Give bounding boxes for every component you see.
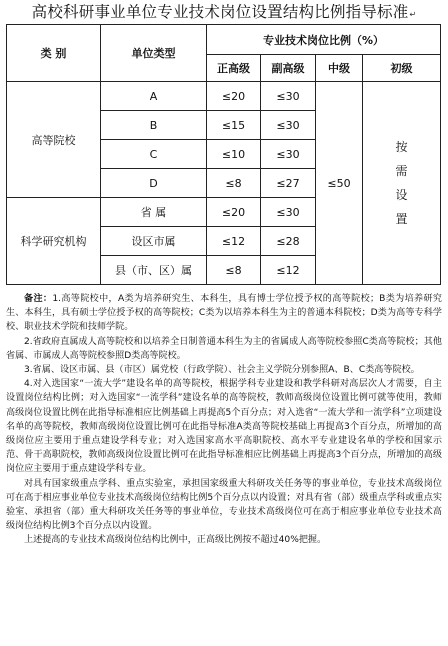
senior-ratio-cell: ≤20 <box>207 82 261 111</box>
header-col-vice-senior: 副高级 <box>261 55 316 82</box>
vice-senior-ratio-cell: ≤30 <box>261 140 316 169</box>
note-text: 2.省政府直属成人高等院校和以培养全日制普通本科生为主的省属成人高等院校参照C类高等院校；其他省属、市属成人高等院校参照D类高等院校。 <box>6 336 442 361</box>
header-ratio-group: 专业技术岗位比例（%） <box>207 25 441 55</box>
title-text: 高校科研事业单位专业技术岗位设置结构比例指导标准 <box>31 3 409 21</box>
unit-type-cell: C <box>101 140 207 169</box>
junior-char: 设 <box>395 188 408 202</box>
unit-type-cell: A <box>101 82 207 111</box>
junior-char: 需 <box>395 164 408 178</box>
vice-senior-ratio-cell: ≤30 <box>261 82 316 111</box>
note-paragraph <box>6 477 442 534</box>
return-mark: ↵ <box>409 10 417 19</box>
note-paragraph <box>6 335 442 363</box>
header-col-senior: 正高级 <box>207 55 261 82</box>
note-paragraph <box>6 363 442 377</box>
junior-ratio-cell <box>363 82 441 285</box>
group-name: 科学研究机构 <box>7 198 101 285</box>
note-text: 上述提高的专业技术高级岗位结构比例中，正高级比例按不超过40%把握。 <box>24 535 327 546</box>
note-text: 3.省属、设区市属、县（市区）属党校（行政学院）、社会主义学院分别参照A、B、C类高等院校。 <box>24 365 420 376</box>
notes-label: 备注： <box>24 294 53 304</box>
header-unit-type: 单位类型 <box>101 25 207 82</box>
unit-type-cell: 设区市属 <box>101 227 207 256</box>
senior-ratio-cell: ≤8 <box>207 169 261 198</box>
junior-char: 按 <box>395 140 408 154</box>
middle-ratio-cell: ≤50 <box>316 82 363 285</box>
ratio-table <box>6 24 441 285</box>
notes-section <box>6 292 442 548</box>
unit-type-cell: 县（市、区）属 <box>101 256 207 285</box>
header-category: 类 别 <box>7 25 101 82</box>
note-text: 4.对入选国家“一流大学”建设名单的高等院校，根据学科专业建设和教学科研对高层次人才需要，自主设置岗位结构比例；对入选国家“一流学科”建设名单的高等院校，教师高级岗位设置比例可就等使用，教师高级岗位设置比例在此指导标准相应比例基础上再提高5个百分点；对入选省“一流大学和一流学科”立项建设名单的高等院校，教师高级岗位设置比例可在此指导标准A类高等院校基础上再提高3个百分点，所增加的高级岗位应主要用于重点建设学科专业；对入选国家高水平高职院校、高水平专业建设名单的学校和国家示范、骨干高职院校，教师高级岗位设置比例可在此指导标准相应比例基础上再提高3个百分点，所增加的高级岗位应主要用于重点建设学科专业。 <box>6 379 442 475</box>
vice-senior-ratio-cell: ≤30 <box>261 111 316 140</box>
document-title <box>0 2 448 25</box>
note-paragraph <box>6 533 442 547</box>
group-name: 高等院校 <box>7 82 101 198</box>
unit-type-cell: D <box>101 169 207 198</box>
note-text: 1.高等院校中，A类为培养研究生、本科生，具有博士学位授予权的高等院校；B类为培养研究生、本科生，具有硕士学位授予权的高等院校；C类为以培养本科生为主的普通本科院校；D类为高等专科学校、职业技术学院和技师学院。 <box>6 294 442 333</box>
senior-ratio-cell: ≤15 <box>207 111 261 140</box>
senior-ratio-cell: ≤8 <box>207 256 261 285</box>
note-text: 对具有国家级重点学科、重点实验室，承担国家级重大科研攻关任务等的事业单位，专业技术高级岗位可在高于相应事业单位专业技术高级岗位结构比例5个百分点以内设置；对具有省（部）级重点学科或重点实验室、承担省（部）重大科研攻关任务等的事业单位，专业技术高级岗位可在高于相应事业单位专业技术高级岗位结构比例3个百分点以内设置。 <box>6 478 442 532</box>
senior-ratio-cell: ≤10 <box>207 140 261 169</box>
unit-type-cell: B <box>101 111 207 140</box>
note-paragraph <box>6 377 442 476</box>
vice-senior-ratio-cell: ≤27 <box>261 169 316 198</box>
vice-senior-ratio-cell: ≤28 <box>261 227 316 256</box>
vice-senior-ratio-cell: ≤12 <box>261 256 316 285</box>
vice-senior-ratio-cell: ≤30 <box>261 198 316 227</box>
senior-ratio-cell: ≤20 <box>207 198 261 227</box>
unit-type-cell: 省 属 <box>101 198 207 227</box>
header-col-middle: 中级 <box>316 55 363 82</box>
senior-ratio-cell: ≤12 <box>207 227 261 256</box>
note-paragraph <box>6 292 442 335</box>
header-col-junior: 初级 <box>363 55 441 82</box>
junior-char: 置 <box>395 212 408 226</box>
